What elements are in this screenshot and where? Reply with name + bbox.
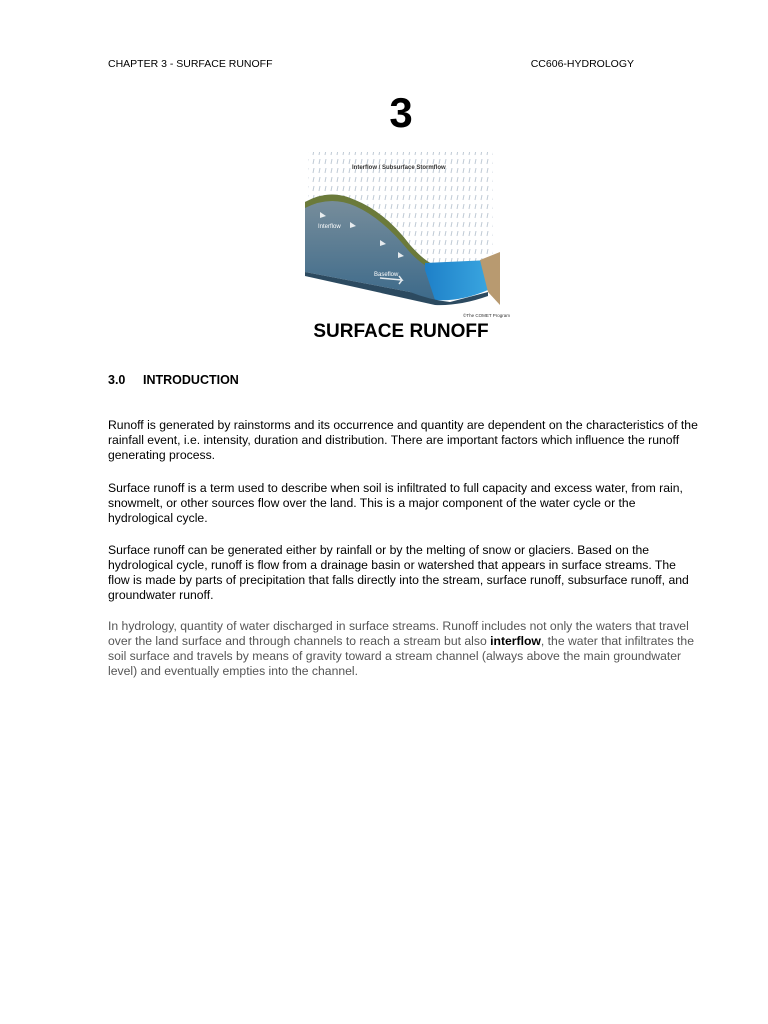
paragraph-text-before: In hydrology, quantity of water discharged in surface streams. Runoff includes not only the waters that travel over the land surface and through channels to reach a stream but also bbox=[108, 619, 689, 648]
section-number: 3.0 bbox=[108, 373, 126, 387]
page-header bbox=[108, 57, 634, 71]
paragraph-runoff-generation: Runoff is generated by rainstorms and its occurrence and quantity are dependent on the characteristics of the rainfall event, i.e. intensity, duration and distribution. There are important factors which influence the runoff generating process. bbox=[108, 418, 698, 462]
paragraph-text-after: , the water that infiltrates the soil surface and travels by means of gravity toward a stream channel (always above the main groundwater level) and eventually empties into the channel. bbox=[108, 634, 694, 678]
paragraph-runoff-sources: Surface runoff can be generated either by rainfall or by the melting of snow or glaciers. Based on the hydrological cycle, runoff is flow from a drainage basin or watershed that appears in surface streams. The flow is made by parts of precipitation that falls directly into the stream, surface runoff, subsurface runoff, and groundwater runoff. bbox=[108, 543, 689, 602]
figure-label-interflow: Interflow bbox=[318, 224, 341, 230]
figure-credit: ©The COMET Program bbox=[463, 313, 510, 318]
header-course-code: CC606-HYDROLOGY bbox=[530, 58, 634, 70]
paragraph-surface-runoff-definition: Surface runoff is a term used to describe when soil is infiltrated to full capacity and excess water, from rain, snowmelt, or other sources flow over the land. This is a major component of the water cycle or the hydrological cycle. bbox=[108, 481, 683, 525]
chapter-number: 3 bbox=[389, 89, 413, 136]
paragraph-hydrology-definition bbox=[108, 619, 698, 679]
header-chapter-label: CHAPTER 3 - SURFACE RUNOFF bbox=[108, 58, 273, 70]
section-title: SURFACE RUNOFF bbox=[313, 321, 489, 342]
figure-label-baseflow: Baseflow bbox=[374, 272, 399, 278]
interflow-diagram-image bbox=[300, 150, 520, 320]
figure-label-top: Interflow / Subsurface Stormflow bbox=[352, 165, 446, 171]
section-heading-text: INTRODUCTION bbox=[143, 373, 239, 387]
section-heading bbox=[108, 372, 239, 388]
interflow-term: interflow bbox=[490, 634, 541, 648]
